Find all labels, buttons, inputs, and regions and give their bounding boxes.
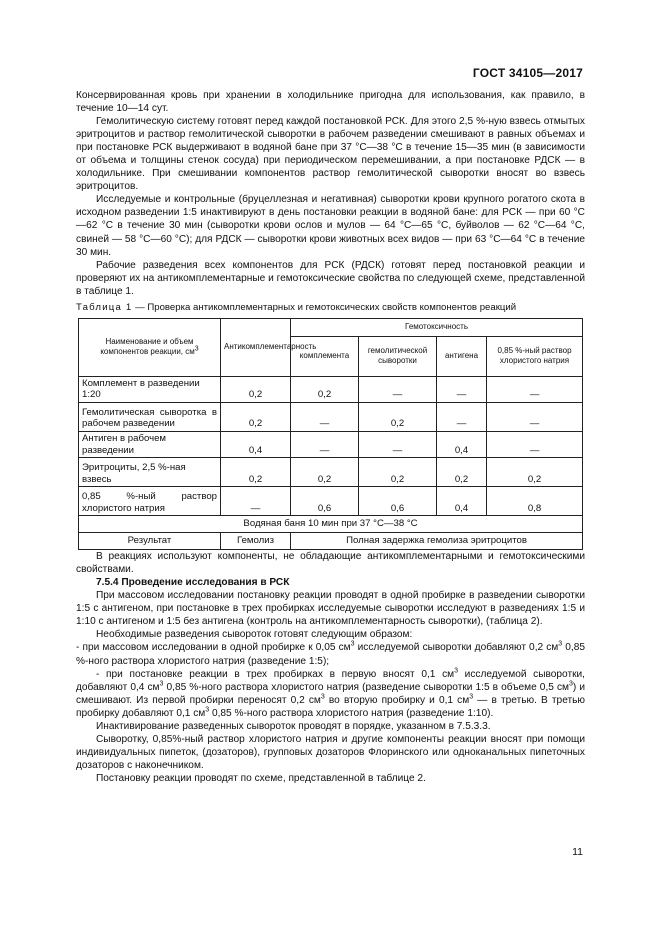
result-label-cell: Результат (79, 533, 221, 550)
cell-value: 0,4 (221, 431, 291, 457)
cell-value: 0,8 (487, 487, 583, 516)
cell-value: — (359, 376, 437, 402)
page-number: 11 (572, 846, 583, 858)
cell-value: 0,4 (437, 431, 487, 457)
cell-name: 0,85 %-ный раствор хлористого натрия (79, 487, 221, 516)
paragraph: - при постановке реакции в трех пробирках в первую вносят 0,1 $см^3$ исследуемой сыворотки, добавляют 0,4 $см^3$ 0,85 %-ного раствора хлористого натрия (разведение сыворотки 1:5 в объеме 0,5 $см^3$) и смешивают. Из первой пробирки переносят 0,2 $см^3$ во вторую пробирку и 0,1 $см^3$ — в третью. В третью пробирку добавляют 0,1 $см^3$ 0,85 %-ного раствора хлористого натрия (разведение 1:10). (76, 667, 585, 719)
standard-header: ГОСТ 34105—2017 (472, 66, 583, 80)
cell-value: — (487, 376, 583, 402)
paragraph: Инактивирование разведенных сывороток проводят в порядке, указанном в 7.5.3.3. (96, 720, 491, 732)
cell-value: 0,2 (221, 458, 291, 487)
paragraph: Необходимые разведения сывороток готовят следующим образом: (96, 629, 413, 641)
cell-value: 0,2 (487, 458, 583, 487)
cell-value: 0,2 (291, 458, 359, 487)
cell-name: Антиген в рабочем разведении (79, 431, 221, 457)
subcol-hemolytic-serum: гемолитической сыворотки (359, 336, 437, 376)
cell-name: Комплемент в разведении 1:20 (79, 376, 221, 402)
paragraph: Консервированная кровь при хранении в холодильнике пригодна для использования, как правило, в течение 10—14 сут. (76, 90, 585, 115)
cell-value: 0,2 (359, 458, 437, 487)
paragraph: Гемолитическую систему готовят перед каждой постановкой РСК. Для этого 2,5 %-ную взвесь отмытых эритроцитов и раствор гемолитической сыворотки в рабочем разведении смешивают в равных объемах и при постановке РСК выдерживают в водяной бане при 37 °С—38 °С в течение 15—35 мин (в зависимости от объема и толщины стенок сосуда) при периодическом перемешивании, а при постановке РДСК — в холодильнике. При смешивании компонентов раствор гемолитической сыворотки вносят во взвесь эритроцитов. (76, 116, 585, 193)
table-1 (78, 318, 583, 550)
paragraph: Рабочие разведения всех компонентов для РСК (РДСК) готовят перед постановкой реакции и проверяют их на антикомплементарные и гемотоксические свойства по следующей схеме, представленной в таблице 1. (76, 259, 585, 297)
cell-value: 0,2 (359, 402, 437, 431)
table-row-water-bath (79, 516, 583, 533)
col-header-name: Наименование и объем компонентов реакции, $см^3$ (79, 318, 221, 376)
cell-value: — (487, 431, 583, 457)
paragraph: - при массовом исследовании в одной пробирке к 0,05 $см^3$ исследуемой сыворотки добавляют 0,2 $см^3$ 0,85 %-ного раствора хлористого натрия (разведение 1:5); (76, 641, 585, 667)
result-hemotox-cell: Полная задержка гемолиза эритроцитов (291, 533, 583, 550)
cell-value: 0,6 (291, 487, 359, 516)
table-row (79, 431, 583, 457)
paragraph: В реакциях используют компоненты, не обладающие антикомплементарными и гемотоксическими свойствами. (76, 551, 585, 576)
cell-value: — (437, 376, 487, 402)
paragraph: Постановку реакции проводят по схеме, представленной в таблице 2. (96, 772, 426, 784)
table-row (79, 402, 583, 431)
cell-value: 0,2 (221, 402, 291, 431)
result-anticomp-cell: Гемолиз (221, 533, 291, 550)
body-text (76, 89, 585, 785)
cell-name: Гемолитическая сыворотка в рабочем разведении (79, 402, 221, 431)
table-row (79, 458, 583, 487)
cell-value: 0,2 (437, 458, 487, 487)
table-header-row (79, 318, 583, 336)
table-caption-text: — Проверка антикомплементарных и гемотоксических свойств компонентов реакций (132, 301, 517, 313)
water-bath-cell: Водяная баня 10 мин при 37 °С—38 °С (79, 516, 583, 533)
table-row (79, 376, 583, 402)
paragraph: При массовом исследовании постановку реакции проводят в одной пробирке в разведении сыворотки 1:5 с антигеном, при постановке в трех пробирках исследуемые сыворотки исследуют в разведениях 1:5 и 1:10 с антигеном и 1:5 без антигена (контроль на антикомплементарность сыворотки), (таблица 2). (76, 590, 585, 628)
table-caption (76, 302, 585, 314)
cell-value: 0,4 (437, 487, 487, 516)
cell-value: 0,2 (221, 376, 291, 402)
cell-value: — (487, 402, 583, 431)
table-row-result (79, 533, 583, 550)
cell-value: 0,2 (291, 376, 359, 402)
subcol-antigen: антигена (437, 336, 487, 376)
subcol-nacl-solution: 0,85 %-ный раствор хлористого натрия (487, 336, 583, 376)
col-header-hemotoxicity: Гемотоксичность (291, 318, 583, 336)
table-row (79, 487, 583, 516)
cell-value: — (291, 402, 359, 431)
col-header-anticomplementarity: Антикомплементарность (221, 318, 291, 376)
section-title: 7.5.4 Проведение исследования в РСК (96, 577, 290, 589)
table-caption-label: Таблица 1 (76, 301, 133, 313)
cell-value: — (359, 431, 437, 457)
subcol-complement: комплемента (291, 336, 359, 376)
cell-name: Эритроциты, 2,5 %-ная взвесь (79, 458, 221, 487)
cell-value: — (437, 402, 487, 431)
cell-value: 0,6 (359, 487, 437, 516)
cell-value: — (221, 487, 291, 516)
paragraph: Исследуемые и контрольные (бруцеллезная и негативная) сыворотки крови крупного рогатого скота в исходном разведении 1:5 инактивируют в день постановки реакции в водяной бане: для РСК — при 60 °С—62 °С в течение 30 мин (сыворотки крови ослов и мулов — 64 °С—65 °С, буйволов — 62 °С—64 °С, свиней — 58 °С—60 °С); для РДСК — сыворотки крови животных всех видов — при 63 °С—64 °С в течение 30 мин. (76, 194, 585, 258)
paragraph: Сыворотку, 0,85%-ный раствор хлористого натрия и другие компоненты реакции вносят при помощи индивидуальных пипеток, (дозаторов), групповых дозаторов Флоринского или одноканальных пипеточных дозаторов с наконечником. (76, 733, 585, 771)
cell-value: — (291, 431, 359, 457)
